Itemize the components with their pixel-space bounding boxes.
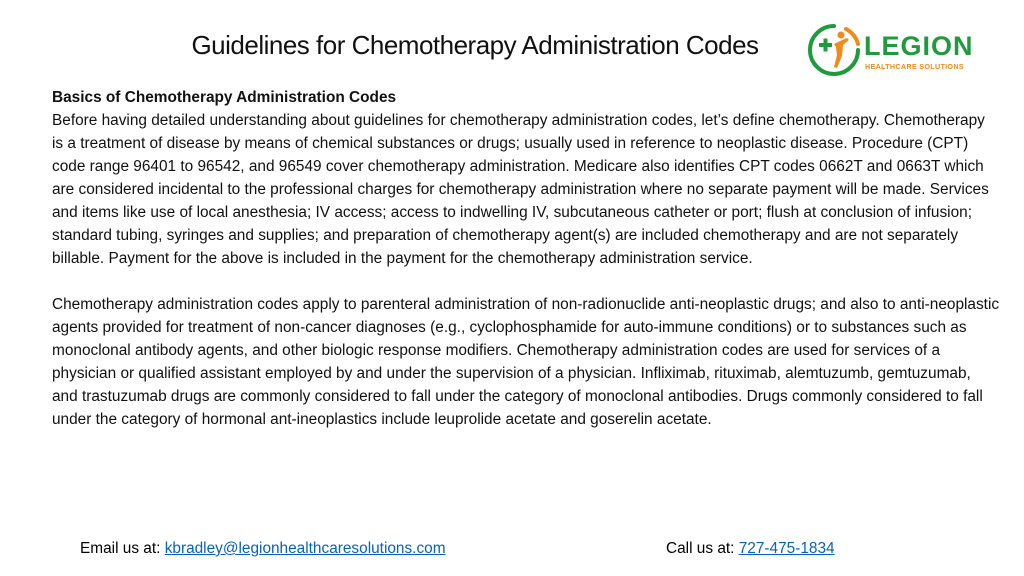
call-label: Call us at: xyxy=(666,540,739,557)
logo-tagline: HEALTHCARE SOLUTIONS xyxy=(865,62,964,71)
cross-figure-logo-icon xyxy=(806,22,862,78)
section-heading: Basics of Chemotherapy Administration Codes xyxy=(52,89,397,106)
main-content xyxy=(52,86,1000,431)
email-link[interactable]: kbradley@legionhealthcaresolutions.com xyxy=(164,540,446,557)
logo-name: LEGION xyxy=(864,31,974,61)
email-label: Email us at: xyxy=(80,540,165,557)
paragraph-2: Chemotherapy administration codes apply to parenteral administration of non-radionuclide anti-neoplastic drugs; and also to anti-neoplastic agents provided for treatment of non-cancer diagnoses (e.g., cyclophosphamide for auto-immune conditions) or to substances such as monoclonal antibody agents, and other biologic response modifiers. Chemotherapy administration codes are used for services of a physician or qualified assistant employed by and under the supervision of a physician. Infliximab, rituximab, alemtuzumb, gemtuzumab, and trastuzumab drugs are commonly considered to fall under the category of monoclonal antibodies. Drugs commonly considered to fall under the category of hormonal ant-ineoplastics include leuprolide acetate and goserelin acetate. xyxy=(52,296,1000,428)
phone-link[interactable]: 727-475-1834 xyxy=(738,540,835,557)
paragraph-1-text: Before having detailed understanding about guidelines for chemotherapy administration codes, let’s define chemotherapy. Chemotherapy is a treatment of disease by means of chemical substances or drugs; usually used in reference to neoplastic disease. Procedure (CPT) code range 96401 to 96542, and 96549 cover chemotherapy administration. Medicare also identifies CPT codes 0662T and 0663T which are considered incidental to the professional charges for chemotherapy administration where no separate payment will be made. Services and items like use of local anesthesia; IV access; access to indwelling IV, subcutaneous catheter or port; flush at conclusion of infusion; standard tubing, syringes and supplies; and preparation of chemotherapy agent(s) are included chemotherapy and are not separately billable. Payment for the above is included in the payment for the chemotherapy administration service. xyxy=(52,112,989,267)
paragraph-basics xyxy=(52,86,1000,270)
footer-email xyxy=(80,540,446,558)
company-logo xyxy=(806,22,986,78)
page-title: Guidelines for Chemotherapy Administration Codes xyxy=(191,30,759,60)
footer-call xyxy=(666,540,835,558)
